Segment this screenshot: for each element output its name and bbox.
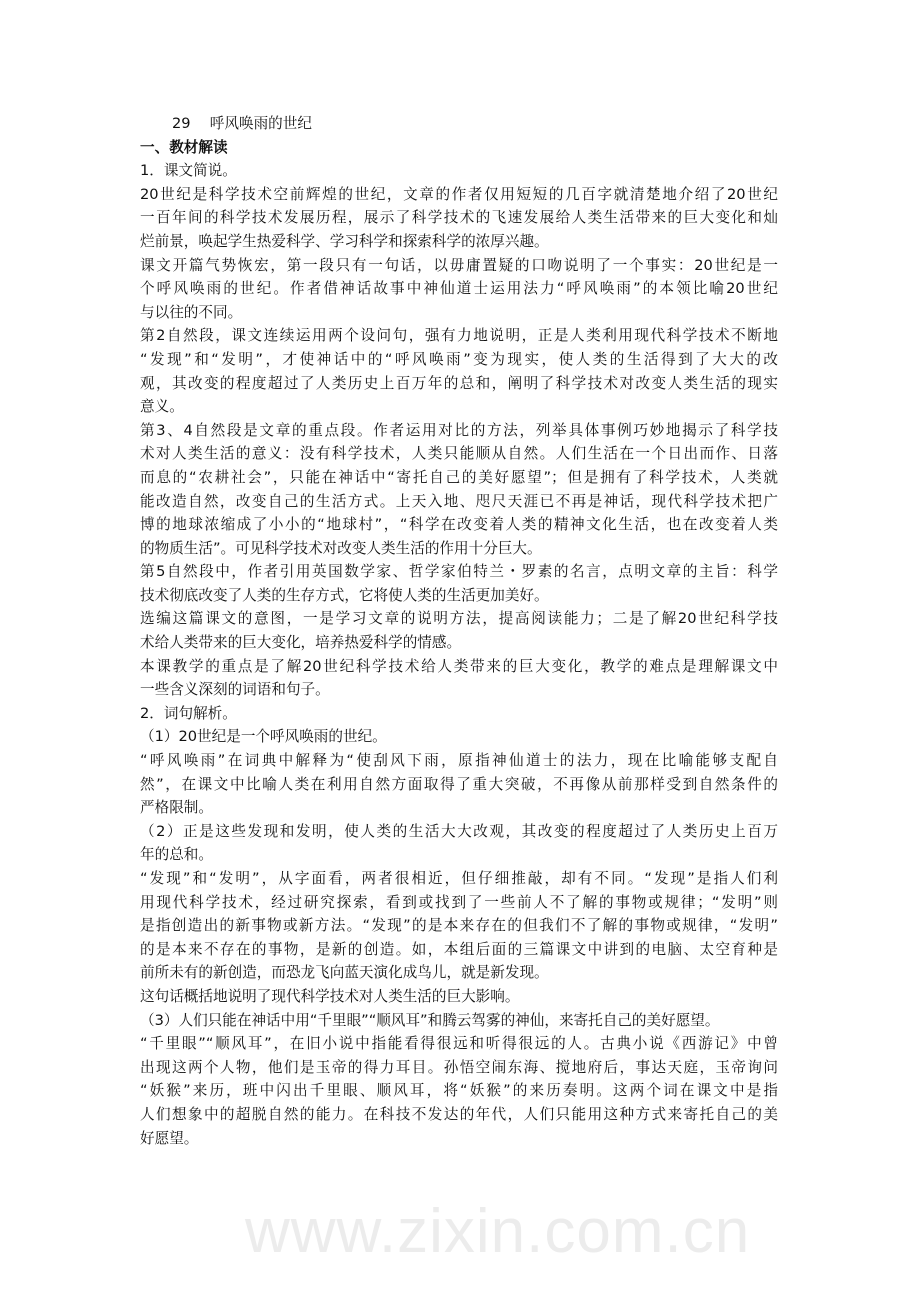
text-line: 前所未有的新创造，而恐龙飞向蓝天演化成鸟儿，就是新发现。 xyxy=(140,964,549,982)
paragraph xyxy=(140,985,778,1009)
paragraph xyxy=(140,1032,778,1150)
text-line: 技术彻底改变了人类的生存方式，它将使人类的生活更加美好。 xyxy=(140,586,549,604)
paragraph xyxy=(140,867,778,985)
text-line: 选编这篇课文的意图，一是学习文章的说明方法，提高阅读能力；二是了解20世纪科学技 xyxy=(140,610,778,628)
text-line: 然”，在课文中比喻人类在利用自然方面取得了重大突破，不再像从前那样受到自然条件的 xyxy=(140,775,778,793)
text-line: （2）正是这些发现和发明，使人类的生活大大改观，其改变的程度超过了人类历史上百万 xyxy=(140,822,778,840)
paragraph xyxy=(140,725,778,749)
paragraph xyxy=(140,1009,778,1033)
text-line: 的物质生活”。可见科学技术对改变人类生活的作用十分巨大。 xyxy=(140,539,542,557)
text-line: 课文开篇气势恢宏，第一段只有一句话，以毋庸置疑的口吻说明了一个事实：20世纪是一 xyxy=(140,256,778,274)
text-line: 个呼风唤雨的世纪。作者借神话故事中神仙道士运用法力“呼风唤雨”的本领比喻20世纪 xyxy=(140,280,778,298)
paragraph xyxy=(140,749,778,820)
text-line: “发现”和“发明”，才使神话中的“呼风唤雨”变为现实，使人类的生活得到了大大的改 xyxy=(140,350,778,368)
text-line: 能改造自然，改变自己的生活方式。上天入地、咫尺天涯已不再是神话，现代科学技术把广 xyxy=(140,492,778,510)
text-line: “发现”和“发明”，从字面看，两者很相近，但仔细推敲，却有不同。“发现”是指人们利 xyxy=(140,870,778,887)
text-line: （3）人们只能在神话中用“千里眼”“顺风耳”和腾云驾雾的神仙，来寄托自己的美好愿望。 xyxy=(140,1011,720,1029)
text-line: 博的地球浓缩成了小小的“地球村”，“科学在改变着人类的精神文化生活，也在改变着人类 xyxy=(140,516,778,534)
text-line: 观，其改变的程度超过了人类历史上百万年的总和，阐明了科学技术对改变人类生活的现实 xyxy=(140,374,778,392)
subsection-heading: 1．课文简说。 xyxy=(140,162,237,180)
paragraph xyxy=(140,560,778,607)
text-line: 术对人类生活的意义：没有科学技术，人类只能顺从自然。人们生活在一个日出而作、日落 xyxy=(140,445,778,463)
text-line: 第5自然段中，作者引用英国数学家、哲学家伯特兰・罗素的名言，点明文章的主旨：科学 xyxy=(140,563,778,581)
paragraph xyxy=(140,254,778,325)
text-line: “妖猴”来历，班中闪出千里眼、顺风耳，将“妖猴”的来历奏明。这两个词在课文中是指 xyxy=(140,1082,778,1100)
text-line: 出现这两个人物，他们是玉帝的得力耳目。孙悟空闹东海、搅地府后，事达天庭，玉帝询问 xyxy=(140,1058,778,1076)
text-line: 烂前景，唤起学生热爱科学、学习科学和探索科学的浓厚兴趣。 xyxy=(140,232,549,250)
text-line: 的是本来不存在的事物，是新的创造。如，本组后面的三篇课文中讲到的电脑、太空育种是 xyxy=(140,940,778,958)
text-line: 意义。 xyxy=(140,398,184,416)
document-title: 29 呼风唤雨的世纪 xyxy=(172,115,312,132)
text-line: 与以往的不同。 xyxy=(140,303,243,321)
paragraph xyxy=(140,183,778,254)
text-line: 第2自然段，课文连续运用两个设问句，强有力地说明，正是人类利用现代科学技术不断地 xyxy=(140,327,778,345)
section-2-paragraphs xyxy=(140,725,778,1150)
text-line: 第3、4自然段是文章的重点段。作者运用对比的方法，列举具体事例巧妙地揭示了科学技 xyxy=(140,421,778,439)
watermark: www.zixin.com.cn xyxy=(245,1197,751,1266)
section-1-paragraphs xyxy=(140,183,778,702)
text-line: 人们想象中的超脱自然的能力。在科技不发达的年代，人们只能用这种方式来寄托自己的美 xyxy=(140,1105,778,1123)
text-line: 这句话概括地说明了现代科学技术对人类生活的巨大影响。 xyxy=(140,987,520,1005)
section-heading: 一、教材解读 xyxy=(140,138,228,156)
paragraph xyxy=(140,419,778,561)
text-line: 术给人类带来的巨大变化，培养热爱科学的情感。 xyxy=(140,634,462,652)
document-body xyxy=(140,112,778,1150)
text-line: 一些含义深刻的词语和句子。 xyxy=(140,681,330,699)
text-line: “呼风唤雨”在词典中解释为“使刮风下雨，原指神仙道士的法力，现在比喻能够支配自 xyxy=(140,752,778,770)
text-line: 20世纪是科学技术空前辉煌的世纪，文章的作者仅用短短的几百字就清楚地介绍了20世纪 xyxy=(140,185,778,203)
text-line: “千里眼”“顺风耳”，在旧小说中指能看得很远和听得很远的人。古典小说《西游记》中曾 xyxy=(140,1035,778,1053)
text-line: 用现代科学技术，经过研究探索，看到或找到了一些前人不了解的事物或规律；“发明”则 xyxy=(140,893,778,911)
text-line: 一百年间的科学技术发展历程，展示了科学技术的飞速发展给人类生活带来的巨大变化和灿 xyxy=(140,209,778,227)
paragraph xyxy=(140,607,778,654)
text-line: 本课教学的重点是了解20世纪科学技术给人类带来的巨大变化，教学的难点是理解课文中 xyxy=(140,657,778,675)
text-line: （1）20世纪是一个呼风唤雨的世纪。 xyxy=(140,728,387,746)
text-line: 严格限制。 xyxy=(140,799,213,817)
text-line: 好愿望。 xyxy=(140,1129,199,1147)
text-line: 是指创造出的新事物或新方法。“发现”的是本来存在的但我们不了解的事物或规律，“发明” xyxy=(140,917,778,935)
paragraph xyxy=(140,820,778,867)
paragraph xyxy=(140,324,778,418)
text-line: 年的总和。 xyxy=(140,846,213,864)
subsection-heading: 2．词句解析。 xyxy=(140,704,237,722)
paragraph xyxy=(140,655,778,702)
text-line: 而息的“农耕社会”，只能在神话中“寄托自己的美好愿望”；但是拥有了科学技术，人类就 xyxy=(140,468,778,486)
